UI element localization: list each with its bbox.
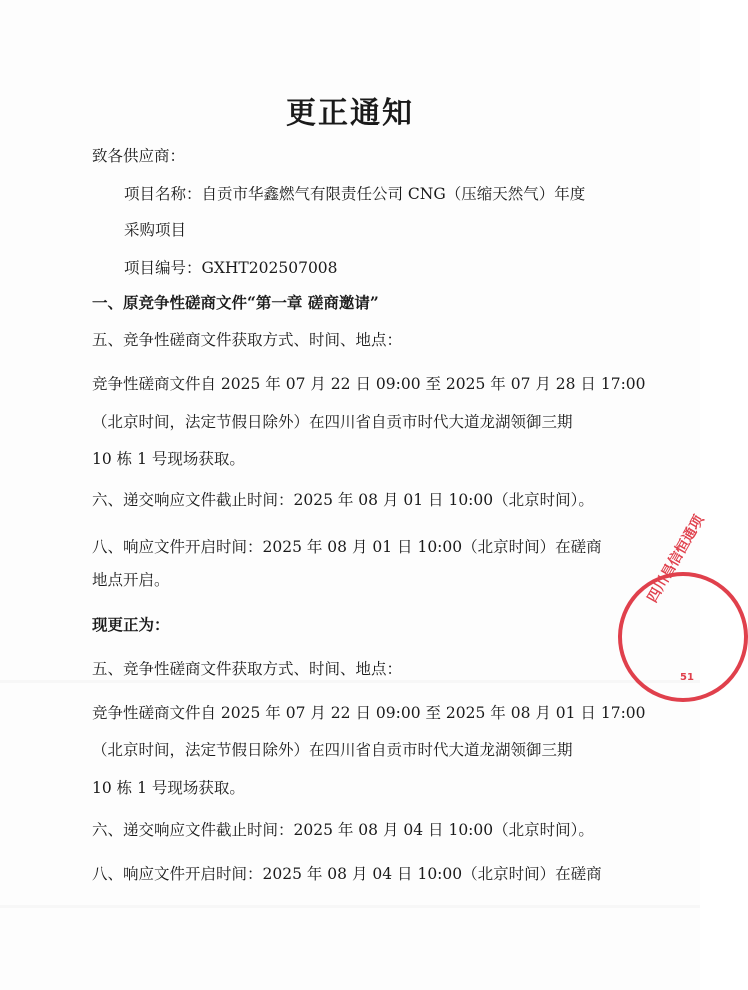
corrected-item5-line2: （北京时间，法定节假日除外）在四川省自贡市时代大道龙湖领御三期 bbox=[92, 741, 573, 759]
original-item5-title: 五、竞争性磋商文件获取方式、时间、地点： bbox=[92, 331, 403, 349]
project-name-line2: 采购项目 bbox=[124, 221, 187, 239]
scan-artifact bbox=[0, 680, 700, 683]
original-item5-line3: 10 栋 1 号现场获取。 bbox=[92, 450, 245, 468]
original-item8-line2: 地点开启。 bbox=[92, 571, 170, 589]
corrected-item8-line1: 八、响应文件开启时间：2025 年 08 月 04 日 10:00（北京时间）在磋商 bbox=[92, 865, 602, 883]
project-name-line1: 项目名称：自贡市华鑫燃气有限责任公司 CNG（压缩天然气）年度 bbox=[124, 185, 586, 203]
company-seal bbox=[618, 512, 748, 702]
original-item5-line2: （北京时间，法定节假日除外）在四川省自贡市时代大道龙湖领御三期 bbox=[92, 413, 573, 431]
project-number: 项目编号：GXHT202507008 bbox=[124, 259, 338, 277]
corrected-item5-line1: 竞争性磋商文件自 2025 年 07 月 22 日 09:00 至 2025 年 08 月 01 日 17:00 bbox=[92, 704, 646, 722]
original-section-heading: 一、原竞争性磋商文件“第一章 磋商邀请” bbox=[92, 293, 379, 312]
corrected-item5-title: 五、竞争性磋商文件获取方式、时间、地点： bbox=[92, 660, 403, 678]
page-title: 更正通知 bbox=[286, 96, 414, 131]
corrected-item6: 六、递交响应文件截止时间：2025 年 08 月 04 日 10:00（北京时间）。 bbox=[92, 821, 594, 839]
greeting: 致各供应商： bbox=[92, 147, 186, 165]
original-item6: 六、递交响应文件截止时间：2025 年 08 月 01 日 10:00（北京时间）。 bbox=[92, 491, 594, 509]
corrected-section-heading: 现更正为： bbox=[92, 615, 170, 634]
original-item8-line1: 八、响应文件开启时间：2025 年 08 月 01 日 10:00（北京时间）在磋商 bbox=[92, 538, 602, 556]
seal-code: 51 bbox=[680, 672, 694, 683]
corrected-item5-line3: 10 栋 1 号现场获取。 bbox=[92, 779, 245, 797]
original-item5-line1: 竞争性磋商文件自 2025 年 07 月 22 日 09:00 至 2025 年 07 月 28 日 17:00 bbox=[92, 375, 646, 393]
seal-text: 四川昌信恒通项 bbox=[644, 512, 708, 606]
scan-artifact bbox=[0, 905, 700, 908]
